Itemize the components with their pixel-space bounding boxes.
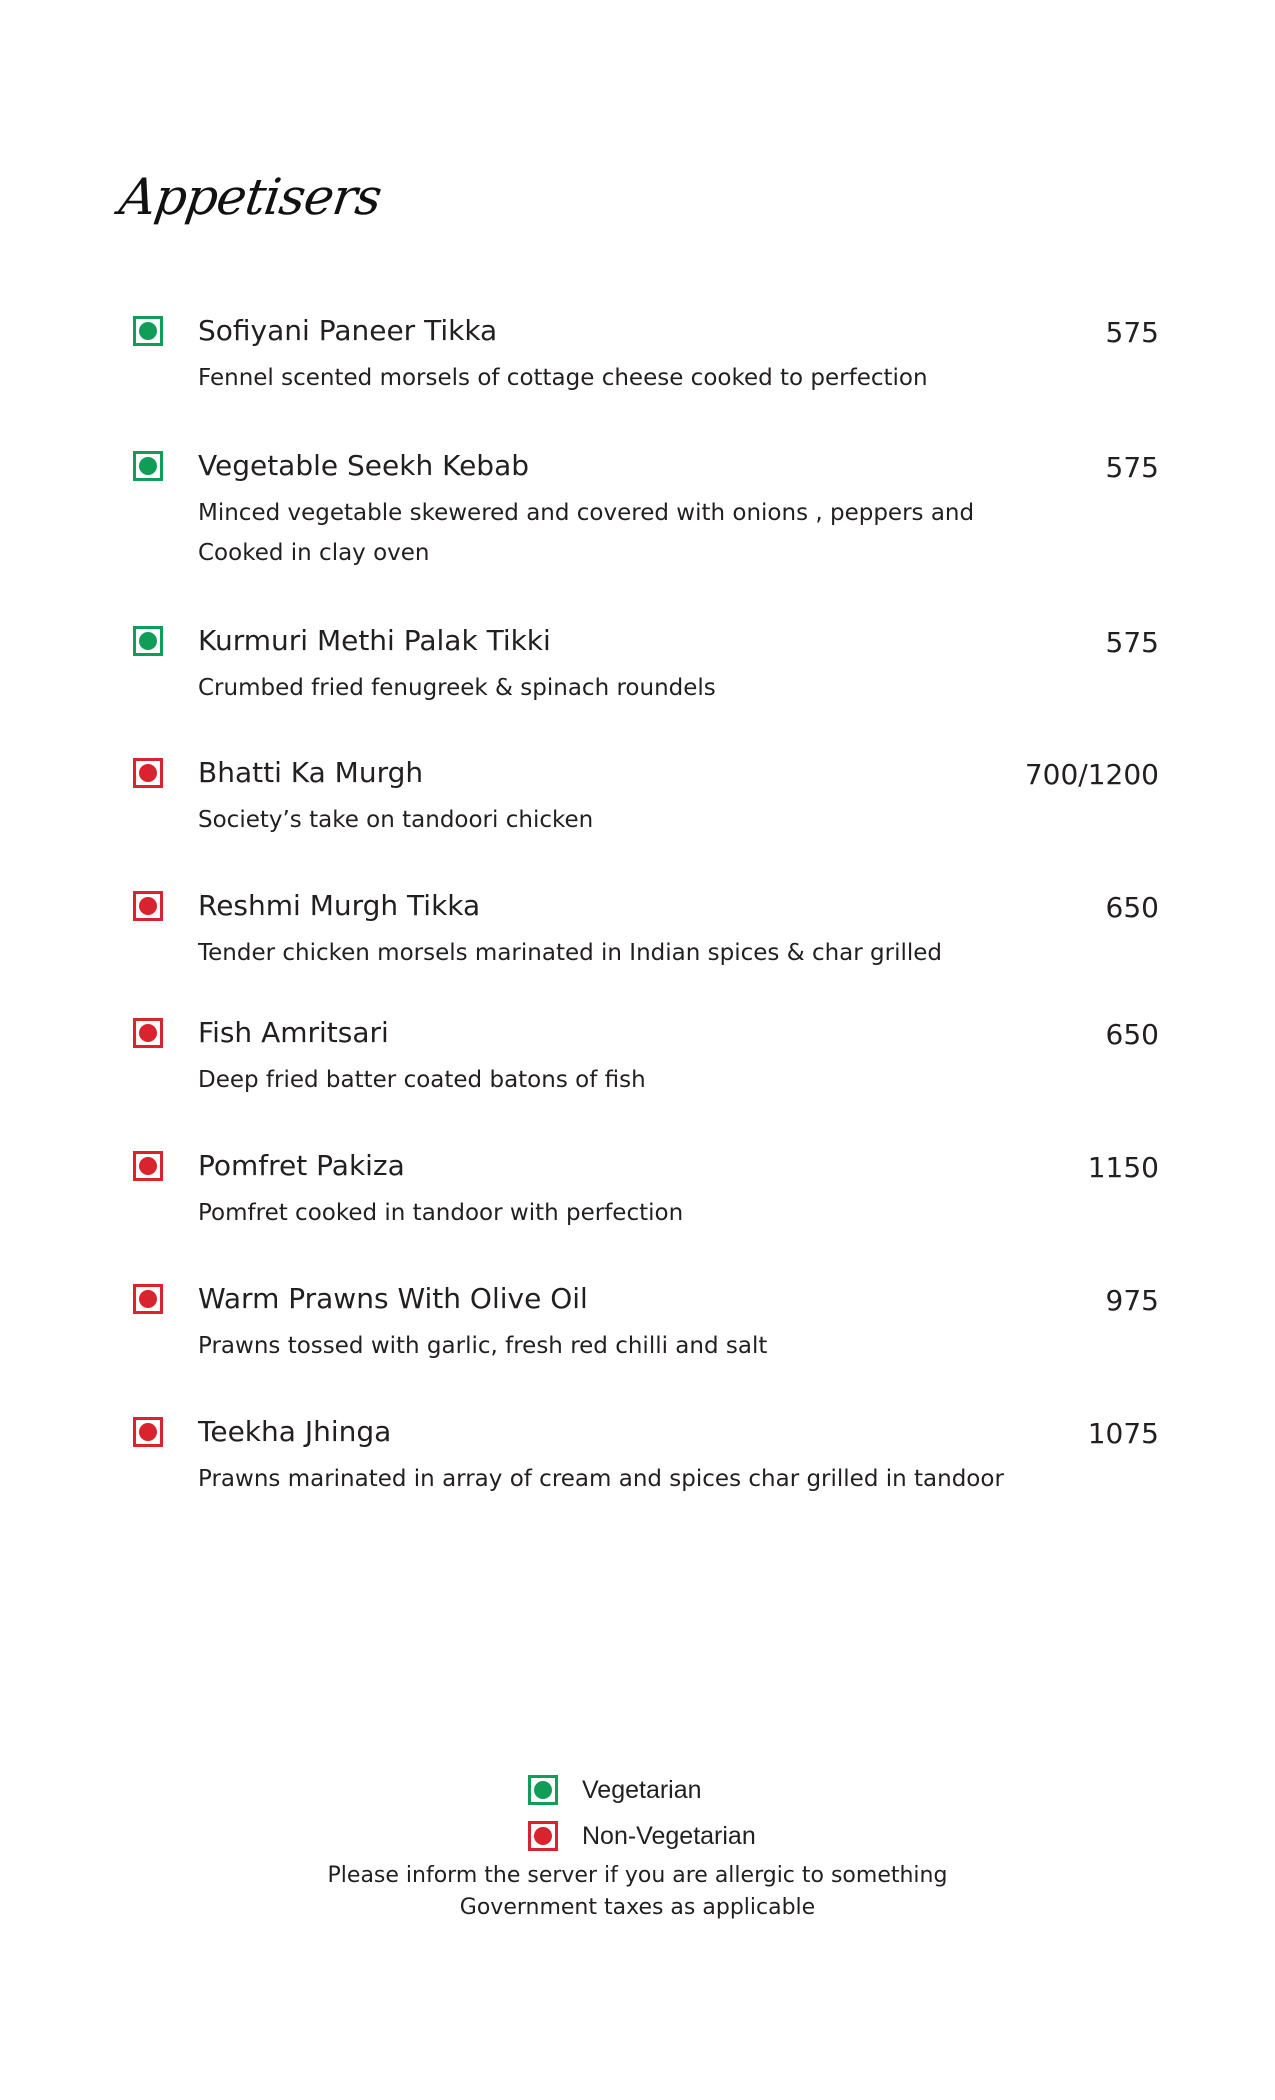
item-description: Tender chicken morsels marinated in Indian spices & char grilled [198,940,943,966]
item-description: Deep fried batter coated batons of fish [198,1067,646,1093]
item-description: Fennel scented morsels of cottage cheese cooked to perfection [198,365,928,391]
item-name: Teekha Jhinga [198,1415,392,1448]
veg-icon [528,1775,558,1805]
legend-vegetarian-label: Vegetarian [582,1776,702,1804]
page-title: Appetisers [115,168,385,226]
item-description: Pomfret cooked in tandoor with perfection [198,1200,684,1226]
item-name: Reshmi Murgh Tikka [198,889,481,922]
item-description: Society’s take on tandoori chicken [198,807,594,833]
item-name: Fish Amritsari [198,1016,389,1049]
legend-non-vegetarian [528,1819,928,1853]
item-price: 650 [1105,1018,1159,1051]
legend-non-vegetarian-label: Non-Vegetarian [582,1822,756,1850]
item-price: 650 [1105,891,1159,924]
item-price: 700/1200 [1024,758,1159,791]
item-name: Pomfret Pakiza [198,1149,405,1182]
item-description: Prawns marinated in array of cream and spices char grilled in tandoor [198,1466,1004,1492]
item-name: Vegetable Seekh Kebab [198,449,530,482]
non-veg-icon [133,891,163,921]
non-veg-icon [133,758,163,788]
item-price: 1075 [1087,1417,1159,1450]
veg-icon [133,316,163,346]
item-description: Crumbed fried fenugreek & spinach roundels [198,675,716,701]
item-price: 575 [1105,626,1159,659]
item-name: Kurmuri Methi Palak Tikki [198,624,551,657]
item-description: Prawns tossed with garlic, fresh red chilli and salt [198,1333,768,1359]
non-veg-icon [133,1018,163,1048]
footer-notes [0,1860,1275,1924]
non-veg-icon [133,1284,163,1314]
item-description: Minced vegetable skewered and covered with onions , peppers and Cooked in clay oven [198,500,975,566]
veg-icon [133,626,163,656]
non-veg-icon [133,1417,163,1447]
item-name: Sofiyani Paneer Tikka [198,314,498,347]
item-price: 575 [1105,451,1159,484]
tax-note: Government taxes as applicable [459,1895,816,1920]
item-price: 1150 [1087,1151,1159,1184]
veg-icon [133,451,163,481]
non-veg-icon [133,1151,163,1181]
item-name: Bhatti Ka Murgh [198,756,424,789]
legend-vegetarian [528,1773,928,1807]
item-name: Warm Prawns With Olive Oil [198,1282,588,1315]
non-veg-icon [528,1821,558,1851]
item-price: 975 [1105,1284,1159,1317]
allergy-note: Please inform the server if you are allergic to something [327,1863,948,1888]
item-price: 575 [1105,316,1159,349]
